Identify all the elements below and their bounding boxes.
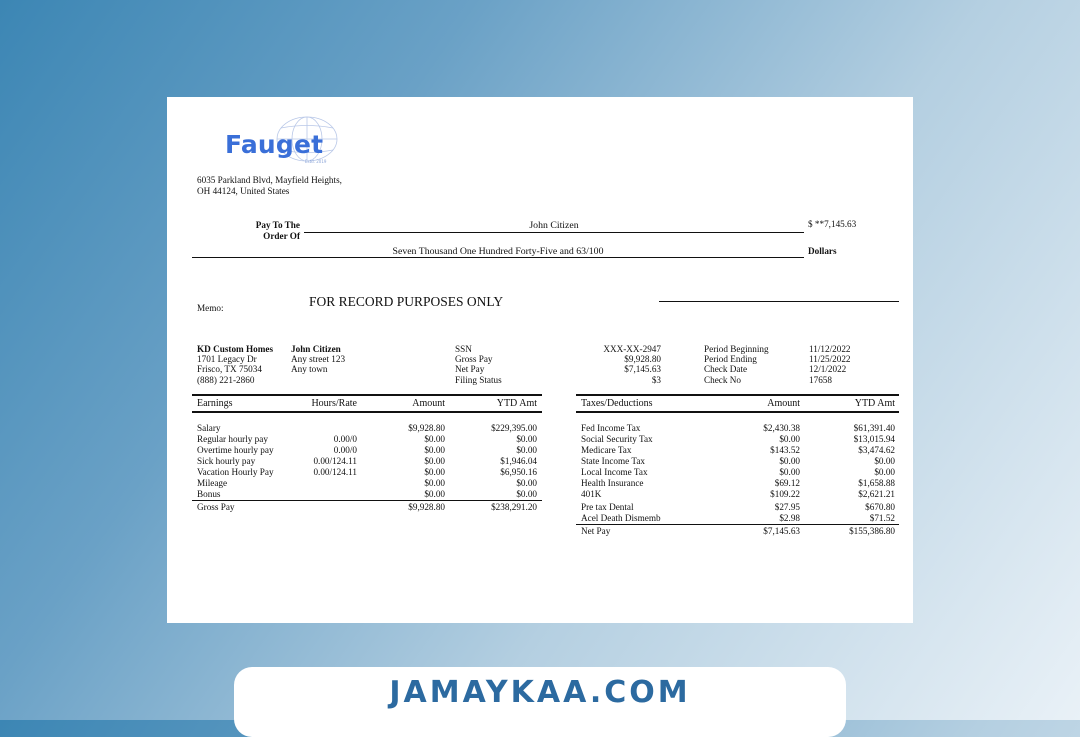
- company-logo: [223, 113, 343, 165]
- earning-ytd: $1,946.04: [500, 456, 537, 466]
- total-rule: [576, 524, 899, 525]
- employee-address1: Any street 123: [291, 354, 346, 364]
- earning-amount: $0.00: [424, 478, 445, 488]
- payee-name: John Citizen: [529, 220, 579, 231]
- table-row: [576, 502, 899, 513]
- deduction-name: Social Security Tax: [581, 434, 653, 444]
- earning-name: Vacation Hourly Pay: [197, 467, 274, 477]
- earning-name: Overtime hourly pay: [197, 445, 274, 455]
- deduction-name: Medicare Tax: [581, 445, 632, 455]
- memo-label: Memo:: [197, 303, 224, 313]
- table-row: [192, 489, 542, 500]
- deduction-amount: $0.00: [779, 434, 800, 444]
- order-of-label: Order Of: [263, 231, 300, 241]
- earning-name: Sick hourly pay: [197, 456, 256, 466]
- deduction-ytd: $61,391.40: [853, 423, 895, 433]
- table-row: [192, 478, 542, 489]
- earning-rate: 0.00/124.11: [313, 456, 357, 466]
- table-row: [192, 467, 542, 478]
- deductions-table: [576, 394, 899, 542]
- table-row: [576, 456, 899, 467]
- gross-pay-amount: $9,928.80: [408, 502, 445, 512]
- earning-name: Bonus: [197, 489, 221, 499]
- payee-underline: [304, 232, 804, 233]
- employer-phone: (888) 221-2860: [197, 375, 255, 385]
- deduction-amount: $0.00: [779, 456, 800, 466]
- total-rule: [192, 500, 542, 501]
- earning-name: Mileage: [197, 478, 228, 488]
- earnings-table: [192, 394, 542, 519]
- logo-subtitle: Estd. 2019: [305, 159, 327, 164]
- earning-rate: 0.00/0: [333, 445, 357, 455]
- earning-ytd: $229,395.00: [491, 423, 537, 433]
- gross-pay-ytd: $238,291.20: [491, 502, 537, 512]
- signature-line: [659, 301, 899, 302]
- summary-label: Net Pay: [455, 364, 485, 374]
- deduction-name: Acel Death Dismemb: [581, 513, 661, 523]
- table-row: [576, 513, 899, 524]
- deduction-ytd: $2,621.21: [858, 489, 895, 499]
- column-header: Earnings: [197, 398, 233, 409]
- earning-name: Regular hourly pay: [197, 434, 268, 444]
- amount-words-underline: [192, 257, 804, 258]
- period-label: Check No: [704, 375, 741, 385]
- logo-wordmark: Fauget: [225, 130, 324, 159]
- net-pay-amount: $7,145.63: [763, 526, 800, 536]
- employee-address2: Any town: [291, 364, 328, 374]
- company-address-line1: 6035 Parkland Blvd, Mayfield Heights,: [197, 175, 342, 185]
- earning-name: Salary: [197, 423, 221, 433]
- table-row: [192, 456, 542, 467]
- summary-label: SSN: [455, 344, 472, 354]
- earning-amount: $0.00: [424, 467, 445, 477]
- deduction-ytd: $0.00: [874, 467, 895, 477]
- period-label: Period Beginning: [704, 344, 769, 354]
- pay-to-label: Pay To The: [255, 220, 300, 230]
- period-label: Period Ending: [704, 354, 757, 364]
- column-header: Hours/Rate: [311, 398, 357, 409]
- website-banner: [234, 667, 846, 737]
- deduction-name: Fed Income Tax: [581, 423, 641, 433]
- paystub-document: [167, 97, 913, 623]
- net-pay-label: Net Pay: [581, 526, 611, 536]
- period-value: 17658: [809, 375, 832, 385]
- period-value: 12/1/2022: [809, 364, 847, 374]
- summary-value: $9,928.80: [624, 354, 661, 364]
- net-pay-ytd: $155,386.80: [849, 526, 895, 536]
- deduction-name: Pre tax Dental: [581, 502, 634, 512]
- employer-address2: Frisco, TX 75034: [197, 364, 262, 374]
- table-top-rule: [576, 394, 899, 396]
- header-rule: [192, 411, 542, 413]
- deduction-name: Local Income Tax: [581, 467, 648, 477]
- deduction-name: Health Insurance: [581, 478, 644, 488]
- deduction-amount: $143.52: [770, 445, 800, 455]
- table-row: [576, 467, 899, 478]
- earning-amount: $0.00: [424, 489, 445, 499]
- deduction-name: State Income Tax: [581, 456, 645, 466]
- website-name: JAMAYKAA.COM: [389, 675, 691, 710]
- table-top-rule: [192, 394, 542, 396]
- table-row: [576, 478, 899, 489]
- column-header: Taxes/Deductions: [581, 398, 653, 409]
- deduction-amount: $69.12: [774, 478, 800, 488]
- period-value: 11/25/2022: [809, 354, 851, 364]
- amount-in-words: Seven Thousand One Hundred Forty-Five and 63/100: [392, 246, 604, 257]
- gross-pay-label: Gross Pay: [197, 502, 235, 512]
- deduction-ytd: $0.00: [874, 456, 895, 466]
- earning-amount: $0.00: [424, 434, 445, 444]
- dollars-label: Dollars: [808, 246, 837, 256]
- table-row: [192, 445, 542, 456]
- table-row: [576, 423, 899, 434]
- table-row: [192, 423, 542, 434]
- earning-ytd: $6,950.16: [500, 467, 537, 477]
- earning-ytd: $0.00: [516, 478, 537, 488]
- employer-address1: 1701 Legacy Dr: [197, 354, 257, 364]
- header-rule: [576, 411, 899, 413]
- deduction-ytd: $1,658.88: [858, 478, 895, 488]
- deduction-name: 401K: [581, 489, 602, 499]
- employer-name: KD Custom Homes: [197, 344, 274, 354]
- employee-name: John Citizen: [291, 344, 341, 354]
- check-amount: $ **7,145.63: [808, 219, 857, 229]
- table-row: [192, 434, 542, 445]
- summary-value: XXX-XX-2947: [603, 344, 661, 354]
- deduction-amount: $2,430.38: [763, 423, 800, 433]
- column-header: YTD Amt: [496, 398, 537, 409]
- deduction-amount: $2.98: [779, 513, 800, 523]
- column-header: Amount: [412, 398, 445, 409]
- earning-rate: 0.00/0: [333, 434, 357, 444]
- deduction-amount: $109.22: [770, 489, 800, 499]
- period-label: Check Date: [704, 364, 748, 374]
- summary-value: $7,145.63: [624, 364, 661, 374]
- earning-rate: 0.00/124.11: [313, 467, 357, 477]
- earning-ytd: $0.00: [516, 434, 537, 444]
- deduction-amount: $0.00: [779, 467, 800, 477]
- earning-ytd: $0.00: [516, 489, 537, 499]
- deduction-ytd: $670.80: [865, 502, 895, 512]
- earning-amount: $9,928.80: [408, 423, 445, 433]
- summary-label: Gross Pay: [455, 354, 493, 364]
- earning-ytd: $0.00: [516, 445, 537, 455]
- deduction-ytd: $13,015.94: [853, 434, 895, 444]
- summary-label: Filing Status: [455, 375, 502, 385]
- total-row: [192, 502, 542, 513]
- column-header: Amount: [767, 398, 800, 409]
- table-row: [576, 445, 899, 456]
- company-address-line2: OH 44124, United States: [197, 186, 290, 196]
- earning-amount: $0.00: [424, 445, 445, 455]
- column-header: YTD Amt: [854, 398, 895, 409]
- deduction-amount: $27.95: [774, 502, 800, 512]
- deduction-ytd: $71.52: [869, 513, 895, 523]
- table-row: [576, 434, 899, 445]
- table-row: [576, 489, 899, 500]
- memo-text: FOR RECORD PURPOSES ONLY: [309, 294, 504, 309]
- earning-amount: $0.00: [424, 456, 445, 466]
- period-value: 11/12/2022: [809, 344, 851, 354]
- total-row: [576, 526, 899, 537]
- summary-value: $3: [651, 375, 661, 385]
- deduction-ytd: $3,474.62: [858, 445, 895, 455]
